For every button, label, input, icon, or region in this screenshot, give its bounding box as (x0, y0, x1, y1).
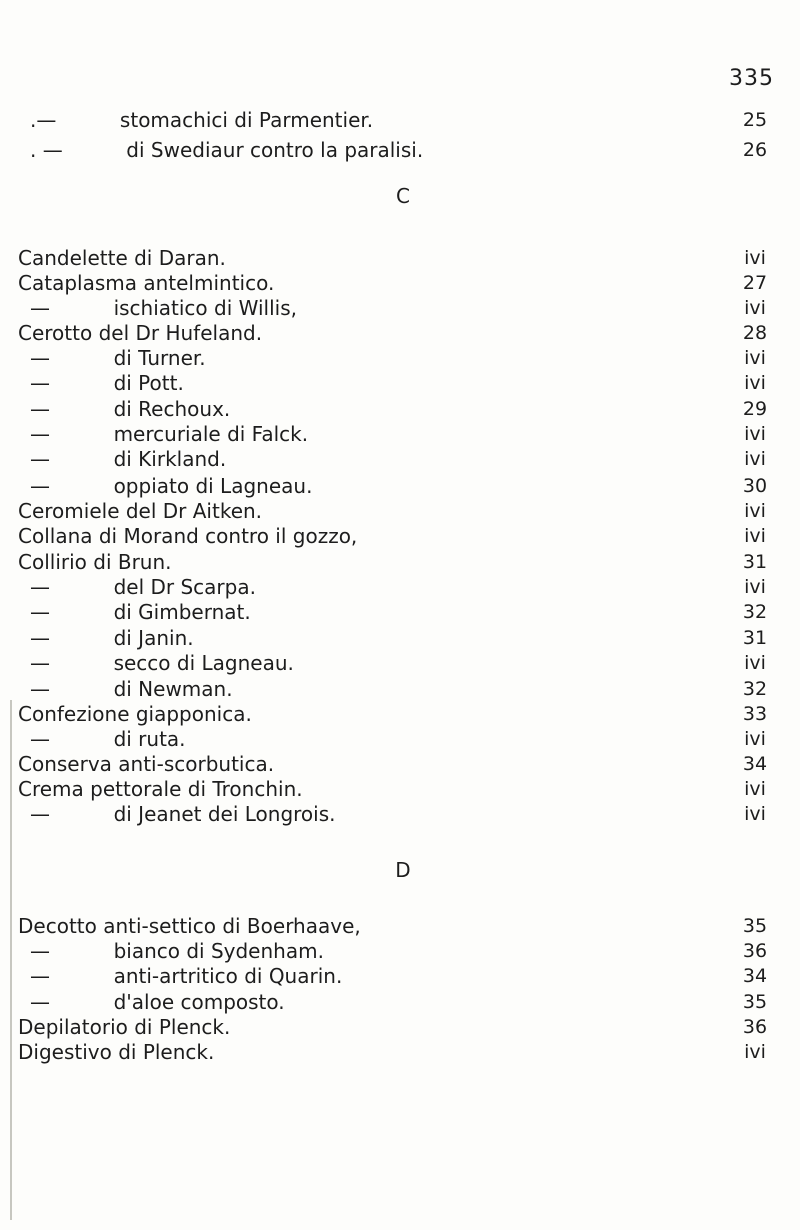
section-heading-d: D (395, 858, 411, 882)
entry-text: — oppiato di Lagneau. (30, 474, 313, 498)
entry-page: ivi (744, 423, 766, 445)
entry-text: — di Newman. (30, 677, 233, 701)
index-entry (0, 107, 800, 133)
entry-page: 28 (742, 322, 768, 344)
index-entry (0, 989, 800, 1015)
index-entry (0, 498, 800, 524)
entry-page: ivi (744, 778, 766, 800)
entry-page: ivi (744, 1041, 766, 1063)
entry-page: ivi (744, 803, 766, 825)
index-entry (0, 320, 800, 346)
entry-page: 30 (742, 475, 768, 497)
entry-page: 32 (742, 678, 768, 700)
entry-page: 35 (742, 991, 768, 1013)
index-entry (0, 523, 800, 549)
index-entry (0, 270, 800, 296)
entry-page: ivi (744, 500, 766, 522)
entry-text: Ceromiele del Dr Aitken. (18, 499, 263, 523)
index-entry (0, 599, 800, 625)
entry-text: — di Rechoux. (30, 397, 231, 421)
entry-text: — di Janin. (30, 626, 194, 650)
entry-text: — di Kirkland. (30, 447, 227, 471)
entry-page: 35 (742, 915, 768, 937)
entry-text: — di Turner. (30, 346, 206, 370)
entry-page: 36 (742, 940, 768, 962)
entry-page: 33 (742, 703, 768, 725)
entry-page: 34 (742, 753, 768, 775)
index-entry (0, 751, 800, 777)
index-entry (0, 137, 800, 163)
index-entry (0, 963, 800, 989)
entry-text: .— stomachici di Parmentier. (30, 108, 374, 132)
entry-text: — d'aloe composto. (30, 990, 285, 1014)
entry-page: ivi (744, 247, 766, 269)
entry-page: 36 (742, 1016, 768, 1038)
index-entry (0, 574, 800, 600)
entry-page: 26 (742, 139, 768, 161)
section-heading-c: C (396, 184, 410, 208)
index-entry (0, 549, 800, 575)
entry-text: Depilatorio di Plenck. (18, 1015, 231, 1039)
entry-page: 25 (742, 109, 768, 131)
entry-text: — secco di Lagneau. (30, 651, 294, 675)
page-number: 335 (729, 66, 774, 91)
entry-page: 31 (742, 627, 768, 649)
entry-text: Collirio di Brun. (18, 550, 172, 574)
entry-text: — di ruta. (30, 727, 186, 751)
index-entry (0, 1039, 800, 1065)
index-entry (0, 446, 800, 472)
index-entry (0, 421, 800, 447)
index-entry (0, 676, 800, 702)
entry-text: — ischiatico di Willis, (30, 296, 297, 320)
entry-text: . — di Swediaur contro la paralisi. (30, 138, 424, 162)
entry-page: ivi (744, 347, 766, 369)
index-entry (0, 701, 800, 727)
entry-page: ivi (744, 297, 766, 319)
entry-text: — mercuriale di Falck. (30, 422, 309, 446)
index-entry (0, 776, 800, 802)
entry-text: — bianco di Sydenham. (30, 939, 324, 963)
entry-page: ivi (744, 372, 766, 394)
entry-text: Conserva anti-scorbutica. (18, 752, 275, 776)
entry-text: — di Jeanet dei Longrois. (30, 802, 336, 826)
entry-page: 32 (742, 601, 768, 623)
index-entry (0, 938, 800, 964)
entry-text: Digestivo di Plenck. (18, 1040, 215, 1064)
index-entry (0, 1014, 800, 1040)
index-entry (0, 650, 800, 676)
entry-page: ivi (744, 525, 766, 547)
entry-text: — del Dr Scarpa. (30, 575, 256, 599)
entry-text: Collana di Morand contro il gozzo, (18, 524, 358, 548)
index-entry (0, 370, 800, 396)
index-entry (0, 625, 800, 651)
entry-text: — anti-artritico di Quarin. (30, 964, 343, 988)
entry-text: Confezione giapponica. (18, 702, 252, 726)
index-entry (0, 726, 800, 752)
entry-text: — di Gimbernat. (30, 600, 251, 624)
entry-page: ivi (744, 448, 766, 470)
entry-page: 27 (742, 272, 768, 294)
entry-page: ivi (744, 728, 766, 750)
index-entry (0, 245, 800, 271)
index-entry (0, 396, 800, 422)
entry-text: Crema pettorale di Tronchin. (18, 777, 303, 801)
entry-page: 34 (742, 965, 768, 987)
index-entry (0, 295, 800, 321)
entry-text: Cerotto del Dr Hufeland. (18, 321, 263, 345)
entry-page: 31 (742, 551, 768, 573)
entry-page: ivi (744, 652, 766, 674)
entry-text: — di Pott. (30, 371, 184, 395)
index-entry (0, 345, 800, 371)
index-entry (0, 801, 800, 827)
entry-text: Decotto anti-settico di Boerhaave, (18, 914, 361, 938)
index-entry (0, 913, 800, 939)
entry-text: Cataplasma antelmintico. (18, 271, 275, 295)
entry-text: Candelette di Daran. (18, 246, 226, 270)
entry-page: ivi (744, 576, 766, 598)
entry-page: 29 (742, 398, 768, 420)
index-entry (0, 473, 800, 499)
